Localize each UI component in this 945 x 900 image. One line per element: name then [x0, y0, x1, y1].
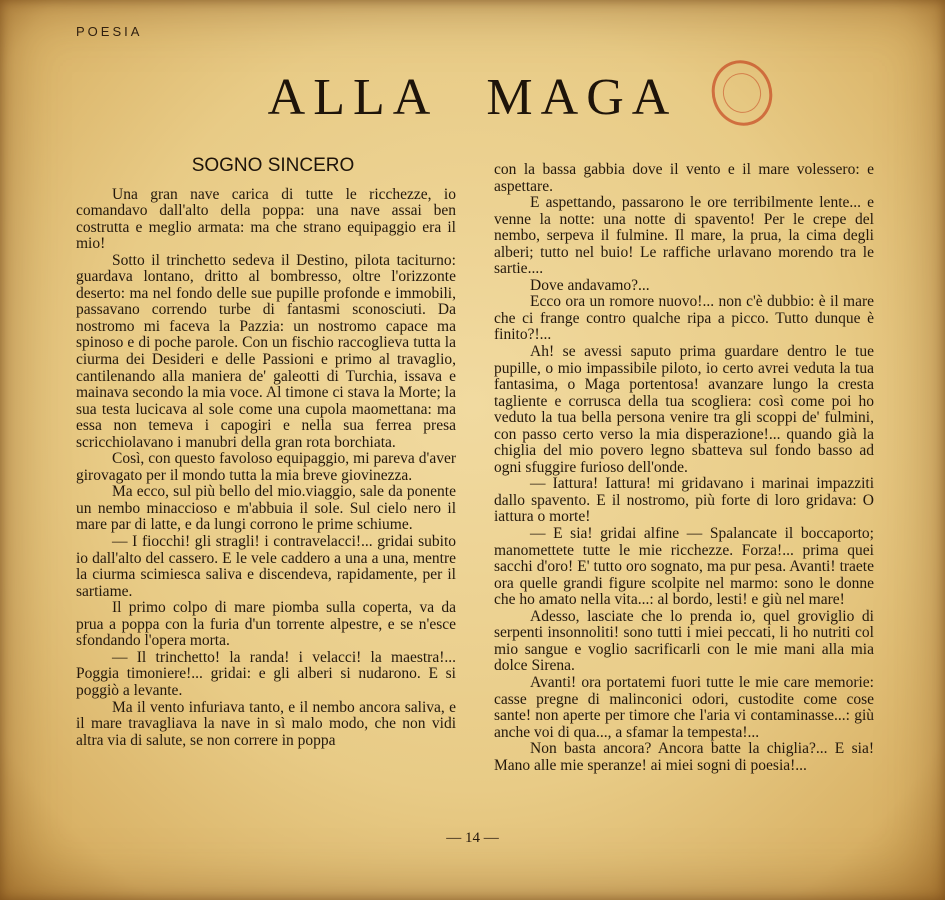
paragraph: Avanti! ora portatemi fuori tutte le mie care memorie: casse pregne di malinconici odori, custodite come cose sante! non aperte per timore che l'aria vi contaminasse...: giù anche voi di qua..., a sfamar la tempesta!... [494, 673, 874, 741]
paragraph: — I fiocchi! gli stragli! i contravelacci!... gridai subito io dall'alto del cassero. E le vele caddero a una a una, mentre la ciurma scimiesca saliva e discendeva, rapidamente, per il sartiame. [76, 533, 456, 600]
paragraph: E aspettando, passarono le ore terribilmente lente... e venne la notte: una notte di spavento! Per le crepe del nembo, serpeva il fulmine. Il mare, la prua, la cima degli alberi; tutto nel buio! Le raffiche urlavano morendo tra le sartie.... [494, 194, 874, 278]
paragraph: Dove andavamo?... [530, 276, 650, 294]
paragraph: Il primo colpo di mare piomba sulla coperta, va da prua a poppa con la furia d'un torrente alpestre, e se n'esce sfondando l'opera morta. [76, 599, 456, 650]
paragraph: Ma ecco, sul più bello del mio.viaggio, sale da ponente un nembo minaccioso e m'abbuia il sole. Sul cielo nero il mare par di latte, e da lungi corrono le prime schiume. [76, 483, 456, 534]
section-label: POESIA [76, 24, 143, 39]
paragraph: Così, con questo favoloso equipaggio, mi pareva d'aver girovagato per il mondo tutta la mia breve giovinezza. [76, 450, 456, 484]
paragraph: — E sia! gridai alfine — Spalancate il boccaporto; manomettete tutte le mie ricchezze. Forza!... prima quei sacchi d'oro! E' tutto oro sognato, ma pur pesa. Avanti! traete ora quelle grandi figure scolpite nel marmo: sono le donne che ho amato nella vita...: al bordo, lesti! e giù nel mare! [494, 525, 874, 609]
paragraph: Sotto il trinchetto sedeva il Destino, pilota taciturno: guardava lontano, dritto al bombresso, oltre l'orizzonte deserto: ma nel fondo delle sue pupille profonde e immobili, passavano correndo turbe di fantasmi sconosciuti. Da nostromo mi faceva la Pazzia: un nostromo capace ma spinoso e di poche parole. Con un fischio raccoglieva tutta la ciurma dei Desideri e delle Passioni e primo al travaglio, cantilenando alla maniera de' galeotti di Turchia, issava e mainava secondo la mia voce. Al timone ci stava la Morte; la sua testa lucicava al sole come una cupola maomettana: ma essa non temeva i capogiri e nella sua ferrea presa scricchiolavano i manubri della gran rota borchiata. [76, 251, 456, 451]
article-subtitle: SOGNO SINCERO [191, 155, 355, 176]
paragraph: Ecco ora un romore nuovo!... non c'è dubbio: è il mare che ci frange contro qualche ripa a picco. Tutto dunque è finito?!... [494, 293, 874, 344]
paragraph: Una gran nave carica di tutte le ricchezze, io comandavo dall'alto della poppa: una nave assai ben costrutta e meglio armata: ma che strano equipaggio era il mio! [76, 185, 456, 253]
left-column [76, 155, 456, 749]
paragraph: Ah! se avessi saputo prima guardare dentro le tue pupille, o mio impassibile piloto, io certo avrei veduta la tua fantasima, o Maga portentosa! avanzare lungo la cresta tagliente e corrusca della tua scogliera: così come poi ho veduto la tua bella persona venire tra gli scoppi de' fulmini, con passo certo verso la mia disperazione!... quando già la chiglia del mio povero legno sbatteva sul fondo basso ad ogni sfuggire furioso dell'onde. [494, 343, 874, 476]
paragraph: Adesso, lasciate che lo prenda io, quel groviglio di serpenti insonnoliti! sono tutti i miei peccati, li ho nutriti col mio sangue e voglio sacrificarli con le mie mani alla mia dolce Sirena. [494, 607, 874, 675]
paragraph-continued: con la bassa gabbia dove il vento e il mare volessero: e aspettare. [494, 161, 874, 195]
paragraph: Ma il vento infuriava tanto, e il nembo ancora saliva, e il mare travagliava la nave in sì malo modo, che non vidi altra via di salute, se non correre in poppa [76, 698, 456, 749]
right-column [494, 162, 874, 774]
paragraph: — Iattura! Iattura! mi gridavano i marinai impazziti dallo spavento. E il nostromo, più forte di loro gridava: O iattura o morte! [494, 475, 874, 526]
page-number: — 14 — [446, 830, 499, 846]
page-title: ALLA MAGA [267, 69, 678, 126]
paragraph: — Il trinchetto! la randa! i velacci! la maestra!... Poggia timoniere!... gridai: e gli alberi si nudarono. E si poggiò a levante. [76, 648, 456, 699]
paragraph: Non basta ancora? Ancora batte la chiglia?... E sia! Mano alle mie speranze! ai miei sogni di poesia!... [494, 740, 874, 774]
stamp-inner-ring [718, 68, 767, 118]
